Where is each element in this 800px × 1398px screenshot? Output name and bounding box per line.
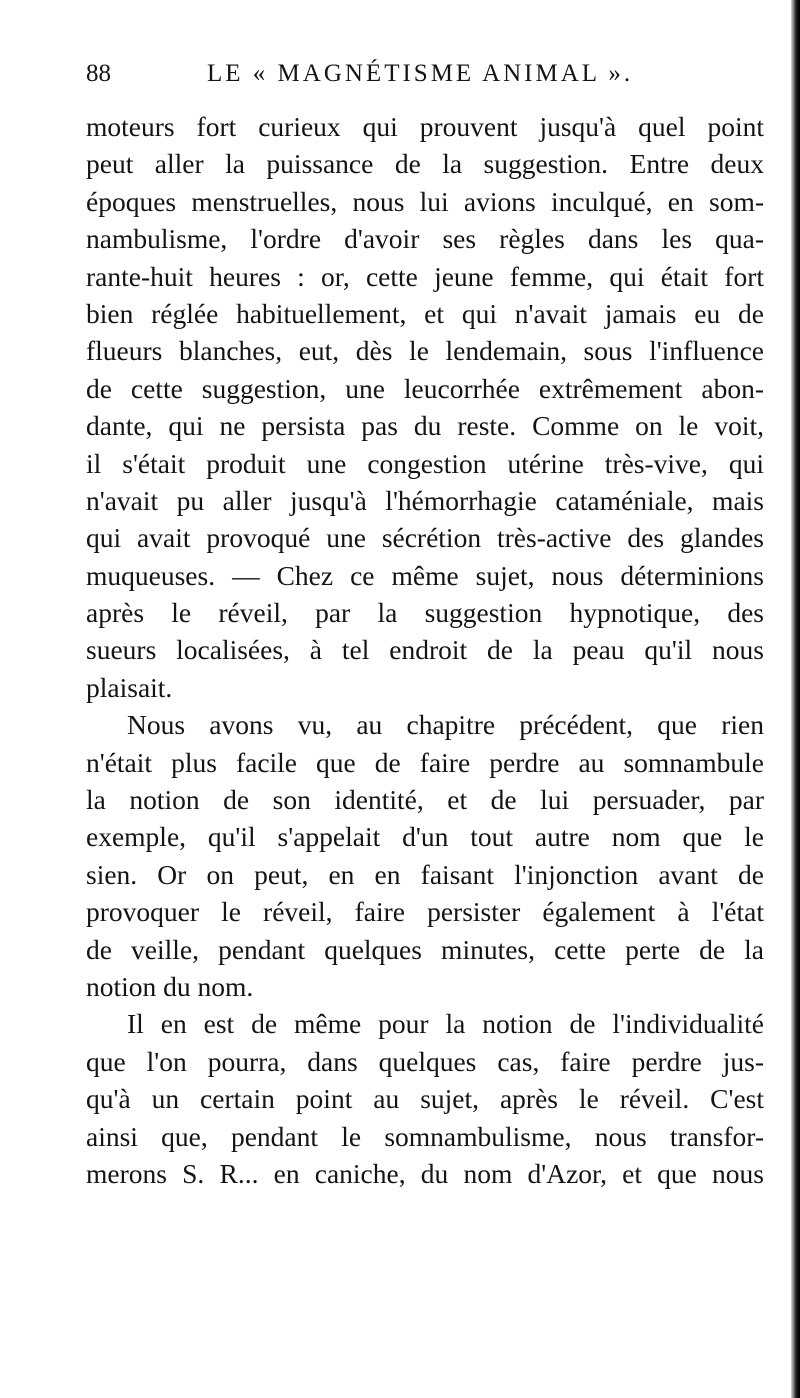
text-line: n'avait pu aller jusqu'à l'hémorrhagie cataméniale, mais	[86, 484, 764, 516]
text-line: qui avait provoqué une sécrétion très-active des glandes	[86, 522, 764, 554]
text-line: sien. Or on peut, en en faisant l'injonction avant de	[86, 858, 764, 890]
text-line: bien réglée habituellement, et qui n'avait jamais eu de	[86, 297, 764, 329]
text-line: exemple, qu'il s'appelait d'un tout autre nom que le	[86, 821, 764, 853]
text-line: ainsi que, pendant le somnambulisme, nous transfor-	[86, 1120, 764, 1152]
text-line: muqueuses. — Chez ce même sujet, nous déterminions	[86, 559, 764, 591]
paragraph-start-line: Nous avons vu, au chapitre précédent, que rien	[127, 709, 764, 741]
text-line: de veille, pendant quelques minutes, cette perte de la	[86, 933, 764, 965]
text-line: dante, qui ne persista pas du reste. Comme on le voit,	[86, 410, 764, 442]
text-line: nambulisme, l'ordre d'avoir ses règles dans les qua-	[86, 223, 764, 255]
text-line: que l'on pourra, dans quelques cas, faire perdre jus-	[86, 1045, 764, 1077]
paragraph-end-line: plaisait.	[86, 671, 173, 703]
text-line: qu'à un certain point au sujet, après le réveil. C'est	[86, 1083, 764, 1115]
text-line: moteurs fort curieux qui prouvent jusqu'à quel point	[86, 111, 764, 142]
text-line: il s'était produit une congestion utérine très-vive, qui	[86, 447, 764, 479]
text-line: flueurs blanches, eut, dès le lendemain, sous l'influence	[86, 335, 764, 367]
text-line: peut aller la puissance de la suggestion. Entre deux	[86, 148, 764, 180]
text-line: la notion de son identité, et de lui persuader, par	[86, 784, 764, 816]
body-text	[86, 108, 764, 1192]
text-line: époques menstruelles, nous lui avions inculqué, en som-	[86, 185, 764, 217]
page-number: 88	[86, 60, 111, 87]
paragraph-start-line: Il en est de même pour la notion de l'individualité	[127, 1008, 764, 1040]
text-line: après le réveil, par la suggestion hypnotique, des	[86, 597, 764, 629]
paragraph-end-line: notion du nom.	[86, 970, 254, 1002]
text-line: merons S. R... en caniche, du nom d'Azor, et que nous	[86, 1157, 764, 1189]
text-line: sueurs localisées, à tel endroit de la peau qu'il nous	[86, 634, 764, 666]
text-line: de cette suggestion, une leucorrhée extrêmement abon-	[86, 372, 764, 404]
text-line: provoquer le réveil, faire persister également à l'état	[86, 896, 764, 928]
text-line: n'était plus facile que de faire perdre au somnambule	[86, 746, 764, 778]
running-head: LE « MAGNÉTISME ANIMAL ».	[207, 60, 634, 87]
text-line: rante-huit heures : or, cette jeune femme, qui était fort	[86, 260, 764, 292]
page-edge-shadow	[791, 0, 800, 1398]
